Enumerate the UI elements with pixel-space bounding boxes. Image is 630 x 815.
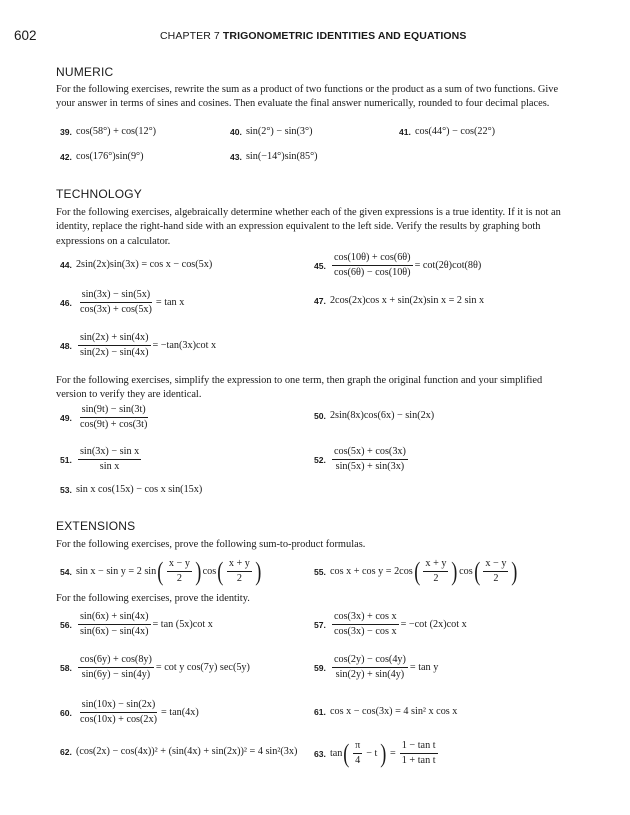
page-number: 602 xyxy=(14,28,37,43)
extensions-instructions: For the following exercises, prove the following sum-to-product formulas. xyxy=(56,539,366,550)
exercise-39: 39. cos(58°) + cos(12°) xyxy=(60,126,157,137)
numeric-instructions: For the following exercises, rewrite the sum as a product of two functions or the product as a sum of two functions. Give your answer in terms of sines and cosines. Then evaluate the final answer numerically, rounded to four decimal places. xyxy=(56,84,559,110)
exercise-46: 46. $\frac{\sin(3x) - \sin(5x)}{\cos(3x) + \cos(5x)}$ = tan x xyxy=(60,289,185,315)
exercise-54: 54. sin x − sin y = 2 sin ( $\frac{x - y}{2}$ ) cos ( $\frac{x + y}{2}$ ) xyxy=(60,556,262,586)
exercise-45: 45. $\frac{\cos(10\theta) + \cos(6\theta)}{\cos(6\theta) - \cos(10\theta)}$ = cot(2θ)cot(8θ) xyxy=(314,252,482,278)
exercise-56: 56. $\frac{\sin(6x) + \sin(4x)}{\sin(6x) - \sin(4x)}$ = tan (5x)cot x xyxy=(60,611,213,637)
exercise-40: 40. sin(2°) − sin(3°) xyxy=(230,126,313,137)
exercise-58: 58. $\frac{\cos(6y) + \cos(8y)}{\sin(6y) - \sin(4y)}$ = cot y cos(7y) sec(5y) xyxy=(60,654,250,680)
extensions-instructions-2: For the following exercises, prove the identity. xyxy=(56,593,250,604)
exercise-49: 49. $\frac{\sin(9t) - \sin(3t)}{\cos(9t) + \cos(3t)}$ xyxy=(60,404,148,430)
numeric-section-title: NUMERIC xyxy=(56,65,114,79)
exercise-50: 50. 2sin(8x)cos(6x) − sin(2x) xyxy=(314,410,435,421)
exercise-61: 61. cos x − cos(3x) = 4 sin² x cos x xyxy=(314,706,458,717)
exercise-47: 47. 2cos(2x)cos x + sin(2x)sin x = 2 sin x xyxy=(314,295,485,306)
exercise-42: 42. cos(176°)sin(9°) xyxy=(60,151,144,162)
technology-instructions: For the following exercises, algebraically determine whether each of the given expressions is a true identity. If it is not an identity, replace the right-hand side with an expression equivalent to the left side. Verify the results by graphing both expressions on a calculator. xyxy=(56,207,561,247)
exercise-41: 41. cos(44°) − cos(22°) xyxy=(399,126,496,137)
technology-section-title: TECHNOLOGY xyxy=(56,187,143,201)
extensions-section-title: EXTENSIONS xyxy=(56,519,136,533)
exercise-59: 59. $\frac{\cos(2y) - \cos(4y)}{\sin(2y) + \sin(4y)}$ = tan y xyxy=(314,654,439,680)
chapter-label: CHAPTER 7 xyxy=(160,30,220,42)
exercise-60: 60. $\frac{\sin(10x) - \sin(2x)}{\cos(10x) + \cos(2x)}$ = tan(4x) xyxy=(60,699,199,725)
exercise-53: 53. sin x cos(15x) − cos x sin(15x) xyxy=(60,484,203,495)
exercise-63: 63. tan ( $\frac{\pi}{4}$ − t ) = $\frac{\text{1 − tan t}}{\text{1 + tan t}}$ xyxy=(314,738,436,768)
exercise-55: 55. cos x + cos y = 2cos ( $\frac{x + y}{2}$ ) cos ( $\frac{x - y}{2}$ ) xyxy=(314,556,518,586)
exercise-43: 43. sin(−14°)sin(85°) xyxy=(230,151,318,162)
exercise-48: 48. $\frac{\sin(2x) + \sin(4x)}{\sin(2x) - \sin(4x)}$ = −tan(3x)cot x xyxy=(60,332,217,358)
chapter-title: TRIGONOMETRIC IDENTITIES AND EQUATIONS xyxy=(222,30,467,42)
exercise-62: 62. (cos(2x) − cos(4x))² + (sin(4x) + sin(2x))² = 4 sin²(3x) xyxy=(60,746,298,757)
exercise-51: 51. $\frac{\text{sin(3x) − sin x}}{\text{sin x}}$ xyxy=(60,446,140,472)
exercise-52: 52. $\frac{\cos(5x) + \cos(3x)}{\sin(5x) + \sin(3x)}$ xyxy=(314,446,406,472)
exercise-57: 57. $\frac{\text{cos(3x) + cos x}}{\text{cos(3x) − cos x}}$ = −cot (2x)cot x xyxy=(314,611,467,637)
chapter-header xyxy=(160,30,466,42)
exercise-44: 44. 2sin(2x)sin(3x) = cos x − cos(5x) xyxy=(60,259,213,270)
technology-instructions-2: For the following exercises, simplify the expression to one term, then graph the original function and your simplified version to verify they are identical. xyxy=(56,375,543,401)
